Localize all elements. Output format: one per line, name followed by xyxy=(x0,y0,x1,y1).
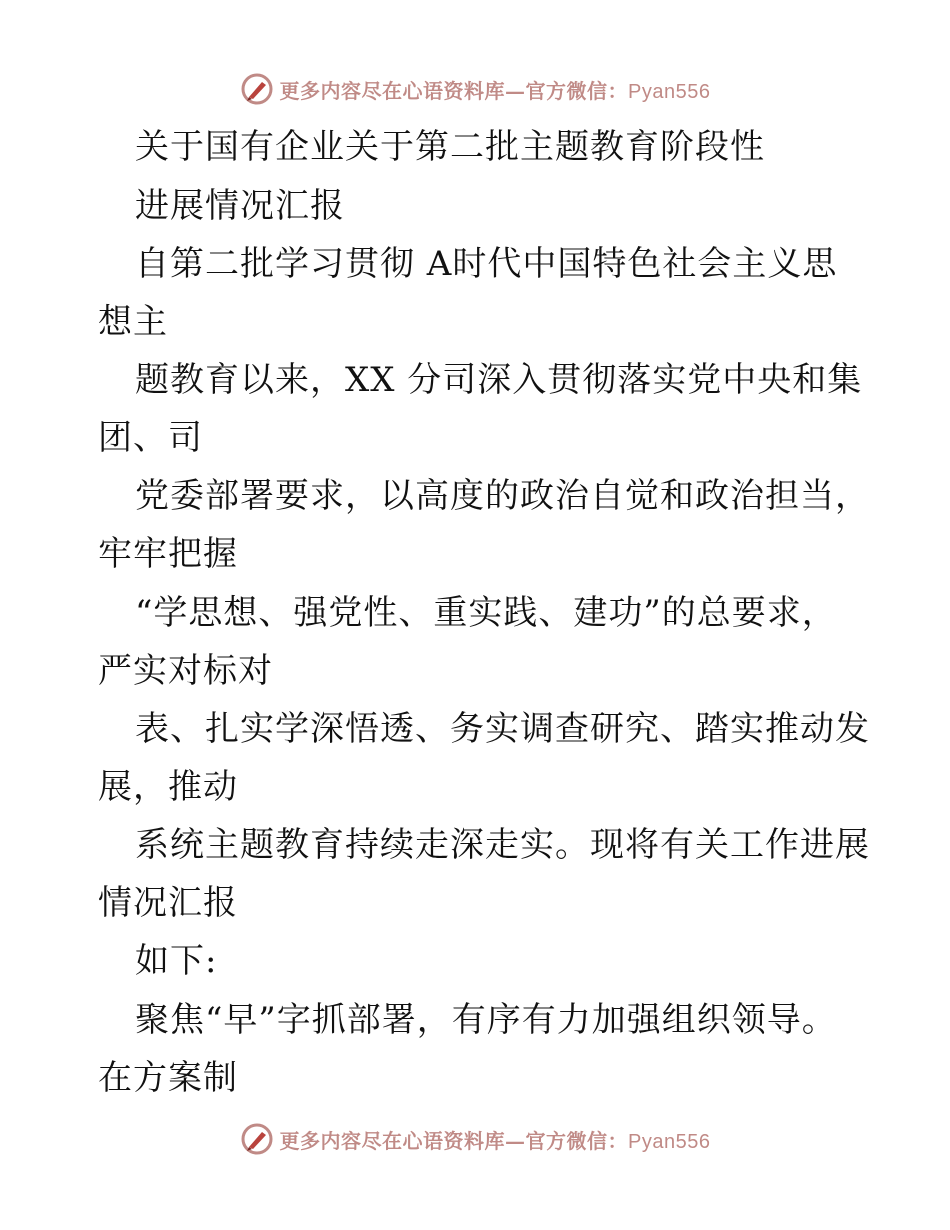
paragraph-line: 想主 xyxy=(98,302,168,342)
pen-circle-logo-icon xyxy=(240,72,274,106)
pen-circle-logo-icon xyxy=(240,1122,274,1156)
paragraph-line: 严实对标对 xyxy=(98,651,273,691)
paragraph-line: 聚焦“早”字抓部署，有序有力加强组织领导。 xyxy=(135,1000,837,1040)
paragraph-line: 题教育以来，XX 分司深入贯彻落实党中央和集 xyxy=(135,360,863,400)
paragraph-line: 情况汇报 xyxy=(98,883,238,923)
footer-watermark xyxy=(0,1122,950,1156)
paragraph-line: 展，推动 xyxy=(98,767,238,807)
paragraph-line: 自第二批学习贯彻 A时代中国特色社会主义思 xyxy=(135,244,838,284)
paragraph-line: 表、扎实学深悟透、务实调查研究、踏实推动发 xyxy=(135,709,870,749)
header-watermark xyxy=(0,72,950,106)
paragraph-line: 党委部署要求，以高度的政治自觉和政治担当， xyxy=(135,476,870,516)
title-line-1: 关于国有企业关于第二批主题教育阶段性 xyxy=(135,127,765,167)
paragraph-line: 如下: xyxy=(135,941,218,981)
paragraph-line: 牢牢把握 xyxy=(98,534,238,574)
watermark-text: 更多内容尽在心语资料库—官方微信：Pyan556 xyxy=(279,1128,711,1153)
paragraph-line: 团、司 xyxy=(98,418,203,458)
title-line-2: 进展情况汇报 xyxy=(135,186,345,226)
paragraph-line: “学思想、强党性、重实践、建功”的总要求， xyxy=(135,593,837,633)
watermark-text: 更多内容尽在心语资料库—官方微信：Pyan556 xyxy=(279,78,711,103)
paragraph-line: 系统主题教育持续走深走实。现将有关工作进展 xyxy=(135,825,870,865)
paragraph-line: 在方案制 xyxy=(98,1058,238,1098)
